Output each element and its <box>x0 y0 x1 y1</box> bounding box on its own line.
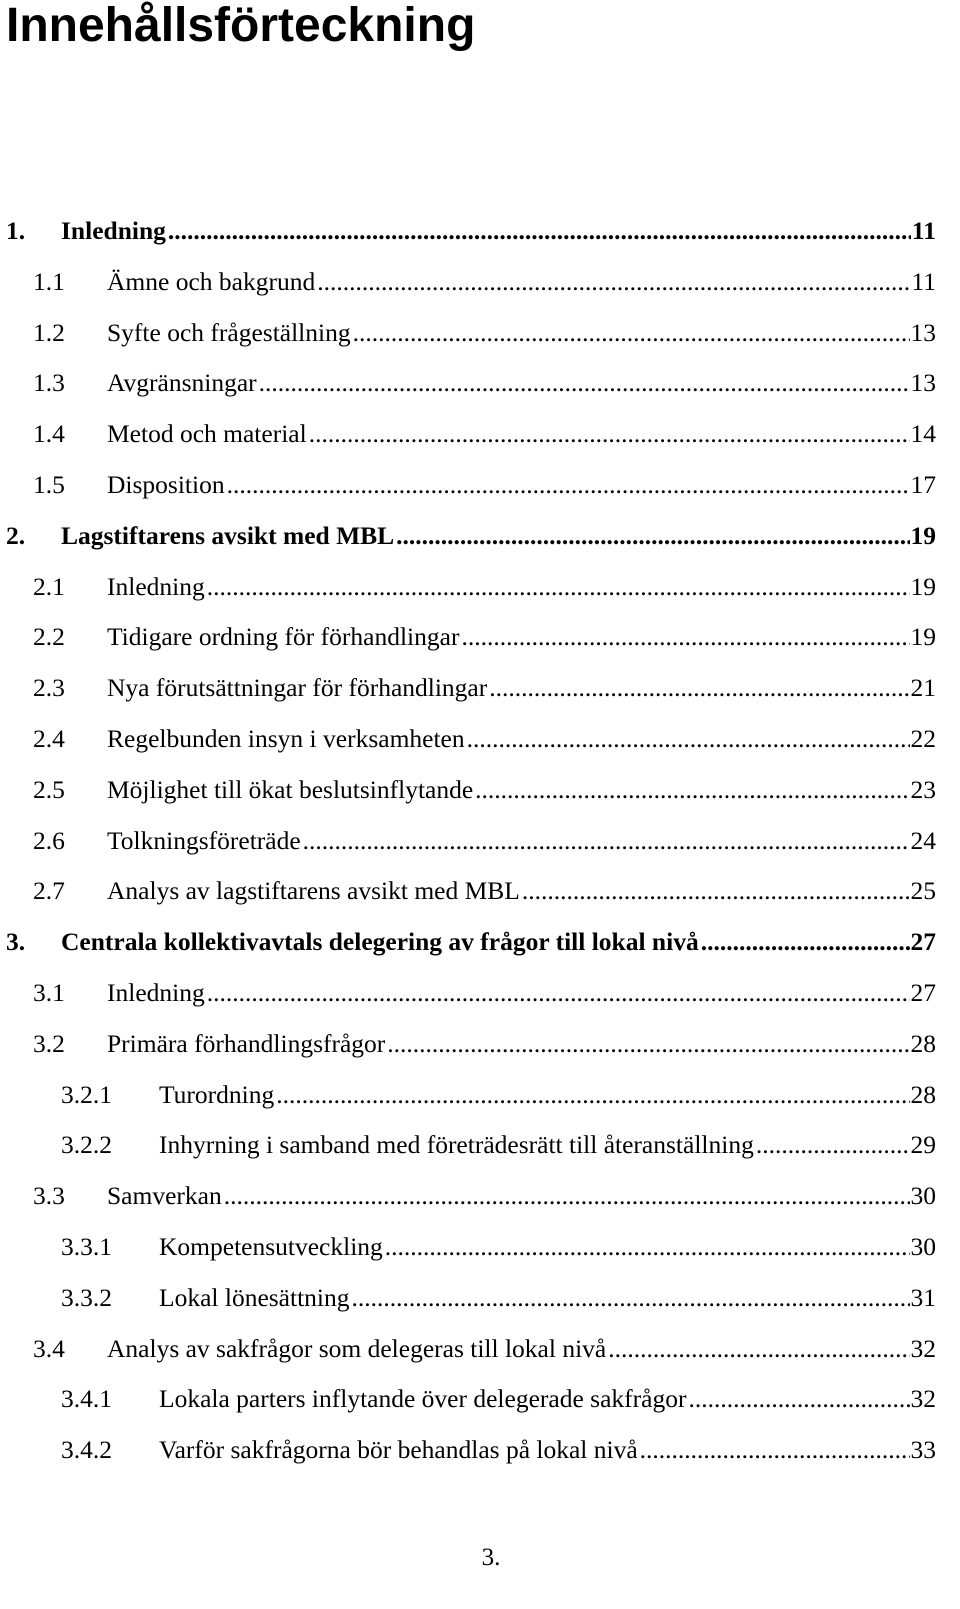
toc-entry-line <box>107 765 936 816</box>
dot-leader <box>688 1374 909 1425</box>
dot-leader <box>385 1222 910 1273</box>
toc-entry-page: 28 <box>910 1028 936 1058</box>
toc-entry-number: 2.6 <box>33 825 65 855</box>
toc-entry[interactable] <box>0 1425 960 1476</box>
toc-entry-line <box>159 1374 936 1425</box>
toc-entry-page: 19 <box>910 571 936 601</box>
toc-entry-title: Turordning <box>159 1079 275 1109</box>
toc-entry-title: Analys av lagstiftarens avsikt med MBL <box>107 876 520 906</box>
toc-entry-line <box>107 460 936 511</box>
toc-entry[interactable] <box>0 765 960 816</box>
toc-entry-page: 13 <box>910 368 936 398</box>
page-number: 3. <box>481 1544 501 1571</box>
toc-entry-number: 3.1 <box>33 977 65 1007</box>
toc-entry-line <box>159 1070 936 1121</box>
toc-entry-number: 1. <box>6 216 26 245</box>
toc-entry-page: 13 <box>910 317 936 347</box>
toc-entry-line <box>107 714 936 765</box>
toc-entry[interactable] <box>0 1222 960 1273</box>
toc-entry-line <box>107 1019 936 1070</box>
toc-entry-number: 3.3 <box>33 1181 65 1211</box>
toc-entry-page: 33 <box>910 1435 936 1465</box>
toc-entry-line <box>159 1120 936 1171</box>
toc-entry-page: 11 <box>911 266 936 296</box>
toc-entry[interactable] <box>0 206 960 257</box>
toc-entry-title: Lokala parters inflytande över delegerade sakfrågor <box>159 1384 687 1414</box>
toc-entry[interactable] <box>0 663 960 714</box>
dot-leader <box>276 1070 909 1121</box>
toc-entry-number: 3.2.1 <box>61 1079 112 1109</box>
dot-leader <box>640 1425 910 1476</box>
dot-leader <box>475 765 909 816</box>
toc-entry-page: 30 <box>910 1231 936 1261</box>
toc-entry-number: 2. <box>6 520 26 550</box>
dot-leader <box>303 816 910 867</box>
dot-leader <box>387 1019 909 1070</box>
toc-entry[interactable] <box>0 257 960 308</box>
toc-entry-line <box>107 409 936 460</box>
toc-entry-number: 1.4 <box>33 419 65 449</box>
toc-entry-line <box>159 1273 936 1324</box>
toc-entry[interactable] <box>0 866 960 917</box>
toc-entry-line <box>61 511 936 562</box>
toc-entry-number: 2.3 <box>33 673 65 703</box>
toc-entry-number: 3.3.1 <box>61 1231 112 1261</box>
dot-leader <box>756 1120 910 1171</box>
toc-entry-page: 22 <box>910 723 936 753</box>
dot-leader <box>522 866 910 917</box>
toc-entry-page: 11 <box>911 216 936 245</box>
toc-entry-title: Varför sakfrågorna bör behandlas på lokal nivå <box>159 1435 638 1465</box>
toc-entry-number: 1.1 <box>33 266 65 296</box>
toc-entry[interactable] <box>0 409 960 460</box>
dot-leader <box>701 917 910 968</box>
toc-entry[interactable] <box>0 511 960 562</box>
toc-entry-number: 3.2 <box>33 1028 65 1058</box>
toc-entry-number: 3.4.2 <box>61 1435 112 1465</box>
toc-entry-line <box>159 1425 936 1476</box>
toc-entry[interactable] <box>0 562 960 613</box>
toc-entry[interactable] <box>0 612 960 663</box>
toc-entry-page: 19 <box>910 520 936 550</box>
dot-leader <box>227 460 910 511</box>
dot-leader <box>396 511 909 562</box>
toc-entry-number: 2.7 <box>33 876 65 906</box>
dot-leader <box>207 562 910 613</box>
toc-entry[interactable] <box>0 968 960 1019</box>
toc-entry-number: 1.2 <box>33 317 65 347</box>
toc-entry[interactable] <box>0 1070 960 1121</box>
toc-entry-line <box>107 968 936 1019</box>
toc-entry-number: 3. <box>6 927 26 957</box>
toc-entry-number: 3.3.2 <box>61 1282 112 1312</box>
toc-entry-line <box>61 206 936 257</box>
dot-leader <box>489 663 909 714</box>
toc-entry-page: 21 <box>910 673 936 703</box>
toc-entry-title: Syfte och frågeställning <box>107 317 351 347</box>
toc-entry-title: Möjlighet till ökat beslutsinflytande <box>107 774 474 804</box>
toc-entry[interactable] <box>0 358 960 409</box>
toc-entry-title: Lokal lönesättning <box>159 1282 350 1312</box>
toc-entry-number: 2.5 <box>33 774 65 804</box>
toc-entry-page: 27 <box>910 927 936 957</box>
toc-entry[interactable] <box>0 1019 960 1070</box>
dot-leader <box>608 1324 909 1375</box>
dot-leader <box>353 308 910 359</box>
toc-entry-page: 19 <box>910 622 936 652</box>
toc-entry-number: 2.2 <box>33 622 65 652</box>
toc-entry-title: Inledning <box>107 977 205 1007</box>
dot-leader <box>207 968 910 1019</box>
dot-leader <box>461 612 909 663</box>
toc-entry[interactable] <box>0 1374 960 1425</box>
table-of-contents <box>0 206 960 1476</box>
toc-entry-line <box>107 816 936 867</box>
toc-entry-title: Regelbunden insyn i verksamheten <box>107 723 465 753</box>
toc-entry-page: 25 <box>910 876 936 906</box>
toc-entry-title: Lagstiftarens avsikt med MBL <box>61 520 395 550</box>
toc-entry-line <box>159 1222 936 1273</box>
toc-entry-title: Metod och material <box>107 419 307 449</box>
toc-entry-title: Inhyrning i samband med företrädesrätt till återanställning <box>159 1130 754 1160</box>
toc-entry-number: 2.1 <box>33 571 65 601</box>
toc-entry-title: Nya förutsättningar för förhandlingar <box>107 673 488 703</box>
toc-entry-title: Ämne och bakgrund <box>107 266 316 296</box>
toc-entry-page: 30 <box>910 1181 936 1211</box>
page-number-footer <box>0 1538 960 1578</box>
toc-entry[interactable] <box>0 714 960 765</box>
dot-leader <box>224 1171 910 1222</box>
toc-entry[interactable] <box>0 308 960 359</box>
toc-entry-page: 32 <box>910 1333 936 1363</box>
toc-entry-line <box>107 612 936 663</box>
toc-entry-page: 23 <box>910 774 936 804</box>
toc-entry-page: 27 <box>910 977 936 1007</box>
dot-leader <box>259 358 910 409</box>
toc-entry-page: 31 <box>910 1282 936 1312</box>
toc-entry-number: 2.4 <box>33 723 65 753</box>
toc-entry-line <box>107 866 936 917</box>
toc-entry-line <box>107 257 936 308</box>
toc-entry[interactable] <box>0 1171 960 1222</box>
toc-entry[interactable] <box>0 917 960 968</box>
dot-leader <box>467 714 910 765</box>
toc-entry-line <box>107 663 936 714</box>
toc-entry[interactable] <box>0 1273 960 1324</box>
toc-entry-title: Kompetensutveckling <box>159 1231 383 1261</box>
toc-entry[interactable] <box>0 1324 960 1375</box>
toc-entry-title: Disposition <box>107 469 225 499</box>
toc-entry-line <box>107 358 936 409</box>
toc-entry-line <box>61 917 936 968</box>
toc-entry-page: 29 <box>910 1130 936 1160</box>
toc-entry-number: 1.5 <box>33 469 65 499</box>
toc-entry-number: 3.4.1 <box>61 1384 112 1414</box>
toc-entry-line <box>107 1171 936 1222</box>
dot-leader <box>309 409 910 460</box>
page-title: Innehållsförteckning <box>6 0 476 52</box>
toc-entry-title: Centrala kollektivavtals delegering av frågor till lokal nivå <box>61 927 699 957</box>
dot-leader <box>352 1273 910 1324</box>
toc-entry-page: 17 <box>910 469 936 499</box>
toc-entry-number: 3.4 <box>33 1333 65 1363</box>
toc-entry-page: 24 <box>910 825 936 855</box>
toc-entry-number: 1.3 <box>33 368 65 398</box>
toc-entry-title: Analys av sakfrågor som delegeras till lokal nivå <box>107 1333 607 1363</box>
toc-entry-title: Samverkan <box>107 1181 222 1211</box>
toc-entry[interactable] <box>0 460 960 511</box>
toc-entry-page: 28 <box>910 1079 936 1109</box>
toc-entry-title: Inledning <box>107 571 205 601</box>
toc-entry-title: Primära förhandlingsfrågor <box>107 1028 386 1058</box>
toc-entry-title: Tidigare ordning för förhandlingar <box>107 622 460 652</box>
toc-entry[interactable] <box>0 1120 960 1171</box>
toc-entry-page: 32 <box>910 1384 936 1414</box>
toc-entry[interactable] <box>0 816 960 867</box>
dot-leader <box>168 206 911 257</box>
toc-entry-line <box>107 308 936 359</box>
toc-entry-title: Avgränsningar <box>107 368 257 398</box>
toc-entry-number: 3.2.2 <box>61 1130 112 1160</box>
dot-leader <box>317 257 910 308</box>
toc-entry-line <box>107 1324 936 1375</box>
toc-entry-line <box>107 562 936 613</box>
toc-entry-title: Inledning <box>61 216 166 245</box>
toc-entry-page: 14 <box>910 419 936 449</box>
toc-entry-title: Tolkningsföreträde <box>107 825 301 855</box>
